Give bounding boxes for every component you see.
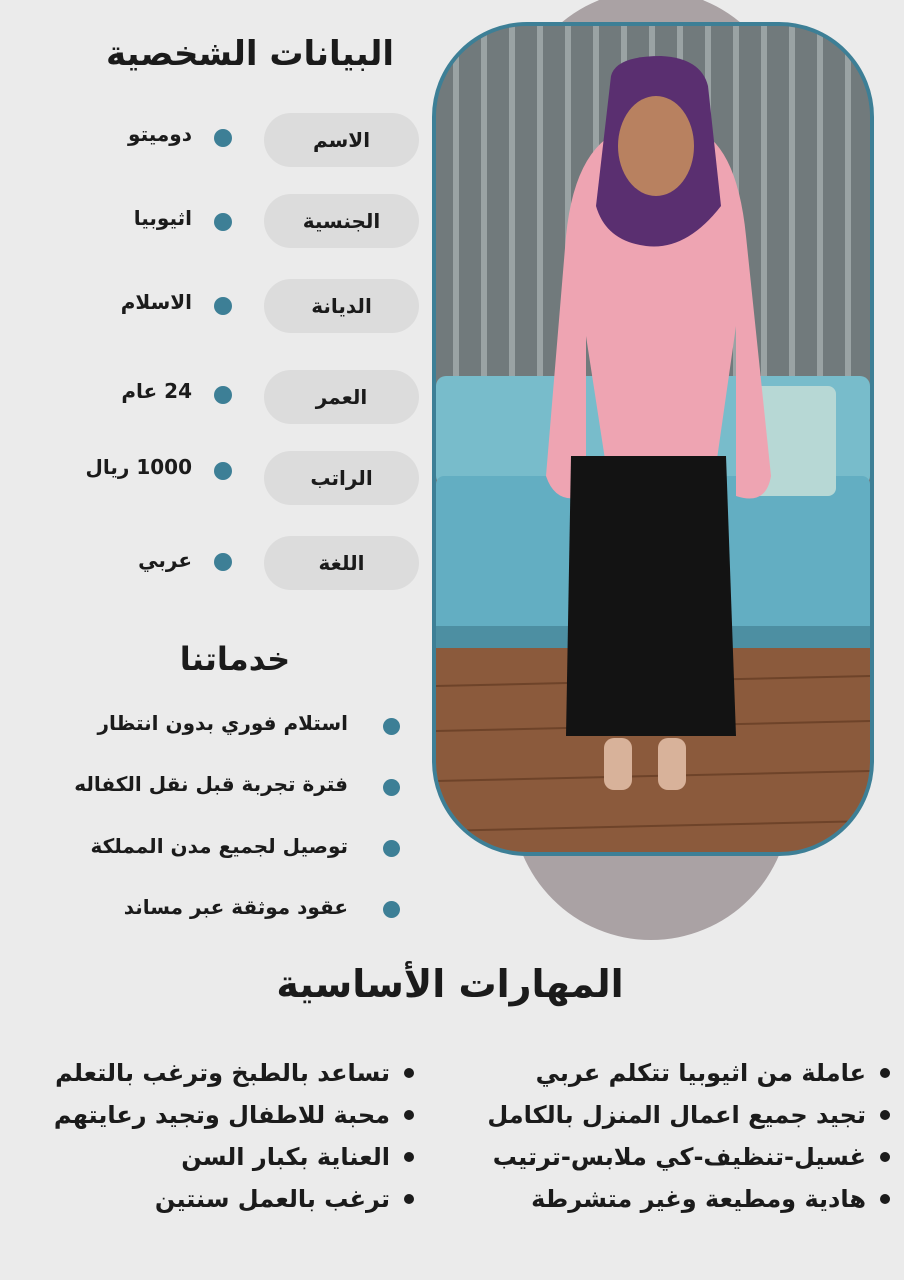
bullet-dot	[214, 297, 232, 315]
service-item: استلام فوري بدون انتظار	[97, 711, 348, 735]
bullet-dot	[880, 1152, 890, 1162]
personal-data-title: البيانات الشخصية	[105, 34, 394, 74]
bullet-dot	[214, 129, 232, 147]
label-pill-religion: الديانة	[264, 279, 419, 333]
label-pill-name: الاسم	[264, 113, 419, 167]
skills-list-left	[54, 1052, 414, 1220]
skill-text: غسيل-تنظيف-كي ملابس-ترتيب	[492, 1143, 866, 1171]
bullet-dot	[404, 1194, 414, 1204]
bullet-dot	[214, 386, 232, 404]
skill-text: العناية بكبار السن	[181, 1143, 390, 1171]
bullet-dot	[404, 1110, 414, 1120]
label-pill-age: العمر	[264, 370, 419, 424]
service-item: فترة تجربة قبل نقل الكفاله	[74, 772, 348, 796]
skill-text: عاملة من اثيوبيا تتكلم عربي	[535, 1059, 866, 1087]
skill-item	[487, 1178, 890, 1220]
value-nationality: اثيوبيا	[133, 206, 192, 230]
bullet-dot	[880, 1068, 890, 1078]
service-item: عقود موثقة عبر مساند	[123, 895, 348, 919]
bullet-dot	[404, 1068, 414, 1078]
service-item: توصيل لجميع مدن المملكة	[90, 834, 348, 858]
value-name: دوميتو	[128, 122, 192, 146]
skill-text: ترغب بالعمل سنتين	[154, 1185, 390, 1213]
value-salary: 1000 ريال	[85, 455, 192, 479]
skill-item	[487, 1136, 890, 1178]
value-age: 24 عام	[121, 379, 192, 403]
skills-title: المهارات الأساسية	[276, 962, 624, 1006]
skill-text: محبة للاطفال وتجيد رعايتهم	[53, 1101, 390, 1129]
worker-photo	[432, 22, 874, 856]
value-religion: الاسلام	[120, 290, 192, 314]
bullet-dot	[383, 718, 400, 735]
bullet-dot	[214, 553, 232, 571]
skill-text: تجيد جميع اعمال المنزل بالكامل	[487, 1101, 866, 1129]
skill-item	[54, 1094, 414, 1136]
bullet-dot	[214, 213, 232, 231]
skill-item	[54, 1052, 414, 1094]
skill-text: هادية ومطيعة وغير متشرطة	[531, 1185, 866, 1213]
services-title: خدماتنا	[179, 640, 291, 678]
skill-item	[487, 1094, 890, 1136]
label-pill-language: اللغة	[264, 536, 419, 590]
bullet-dot	[383, 779, 400, 796]
bullet-dot	[383, 901, 400, 918]
bullet-dot	[880, 1194, 890, 1204]
skill-text: تساعد بالطبخ وترغب بالتعلم	[55, 1059, 390, 1087]
bullet-dot	[404, 1152, 414, 1162]
skill-item	[54, 1136, 414, 1178]
bullet-dot	[214, 462, 232, 480]
bullet-dot	[880, 1110, 890, 1120]
label-pill-nationality: الجنسية	[264, 194, 419, 248]
skill-item	[487, 1052, 890, 1094]
skills-list-right	[487, 1052, 890, 1220]
bullet-dot	[383, 840, 400, 857]
value-language: عربي	[138, 548, 192, 572]
skill-item	[54, 1178, 414, 1220]
label-pill-salary: الراتب	[264, 451, 419, 505]
